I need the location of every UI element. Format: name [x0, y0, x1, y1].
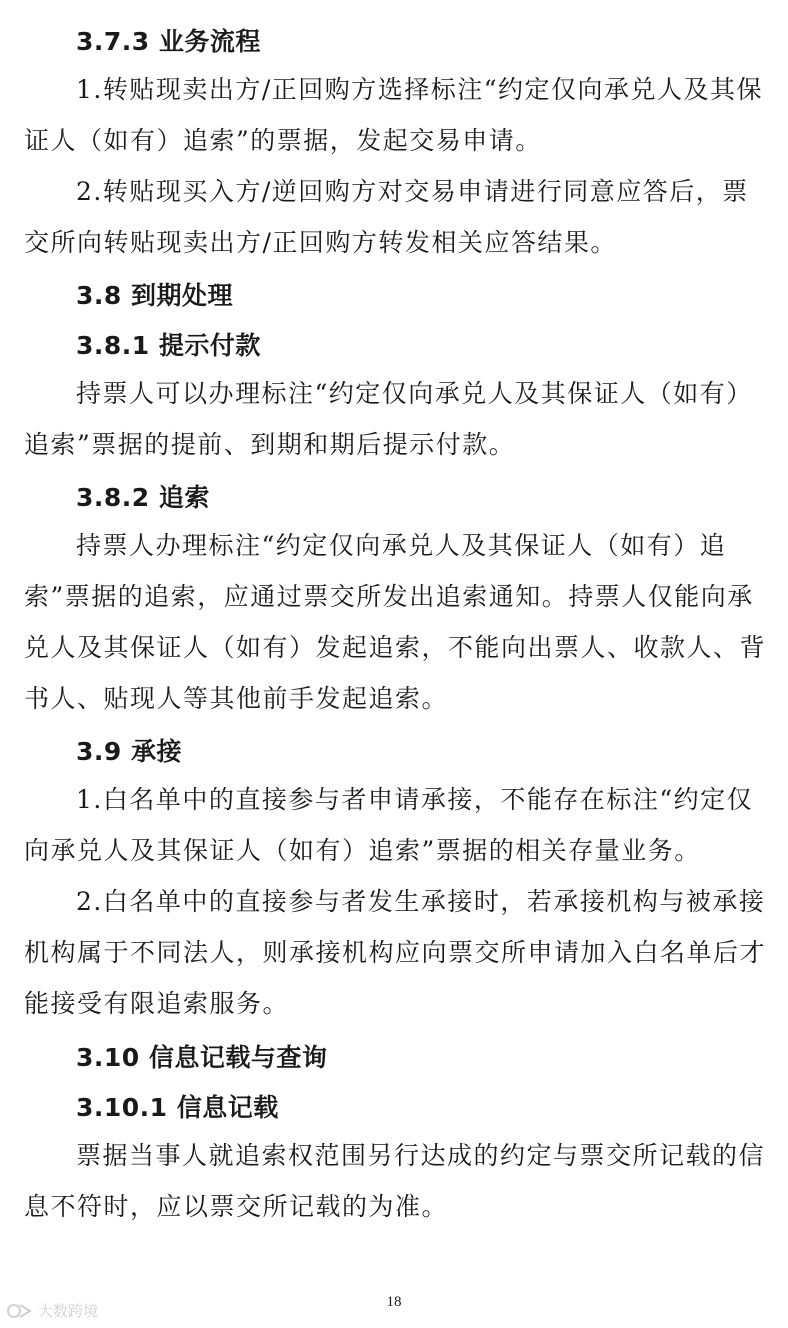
heading-3-8-2: 3.8.2 追索	[76, 483, 210, 512]
paragraph-3-8-2: 持票人办理标注“约定仅向承兑人及其保证人（如有）追索”票据的追索，应通过票交所发出追索通知。持票人仅能向承兑人及其保证人（如有）发起追索，不能向出票人、收款人、背书人、贴现人等其他前手发起追索。	[24, 531, 767, 713]
heading-3-10: 3.10 信息记载与查询	[76, 1043, 328, 1072]
heading-3-8-1: 3.8.1 提示付款	[76, 331, 261, 360]
watermark-text: 大数跨境	[38, 1302, 99, 1320]
paragraph-3-7-3-item-1: 1.转贴现卖出方/正回购方选择标注“约定仅向承兑人及其保证人（如有）追索”的票据，发起交易申请。	[24, 75, 764, 155]
page-number: 18	[386, 1294, 402, 1310]
heading-3-9: 3.9 承接	[76, 737, 182, 766]
paragraph-3-7-3-item-2: 2.转贴现买入方/逆回购方对交易申请进行同意应答后，票交所向转贴现卖出方/正回购方转发相关应答结果。	[24, 177, 749, 257]
heading-3-8: 3.8 到期处理	[76, 281, 233, 310]
watermark	[6, 1300, 98, 1321]
paragraph-3-9-item-2: 2.白名单中的直接参与者发生承接时，若承接机构与被承接机构属于不同法人，则承接机构应向票交所申请加入白名单后才能接受有限追索服务。	[24, 887, 767, 1018]
paragraph-3-10-1: 票据当事人就追索权范围另行达成的约定与票交所记载的信息不符时，应以票交所记载的为准。	[24, 1141, 766, 1221]
heading-3-7-3: 3.7.3 业务流程	[76, 27, 261, 56]
paragraph-3-9-item-1: 1.白名单中的直接参与者申请承接，不能存在标注“约定仅向承兑人及其保证人（如有）追索”票据的相关存量业务。	[24, 785, 754, 865]
heading-3-10-1: 3.10.1 信息记载	[76, 1093, 279, 1122]
paragraph-3-8-1: 持票人可以办理标注“约定仅向承兑人及其保证人（如有）追索”票据的提前、到期和期后提示付款。	[24, 379, 753, 459]
brand-logo-icon	[6, 1302, 34, 1320]
